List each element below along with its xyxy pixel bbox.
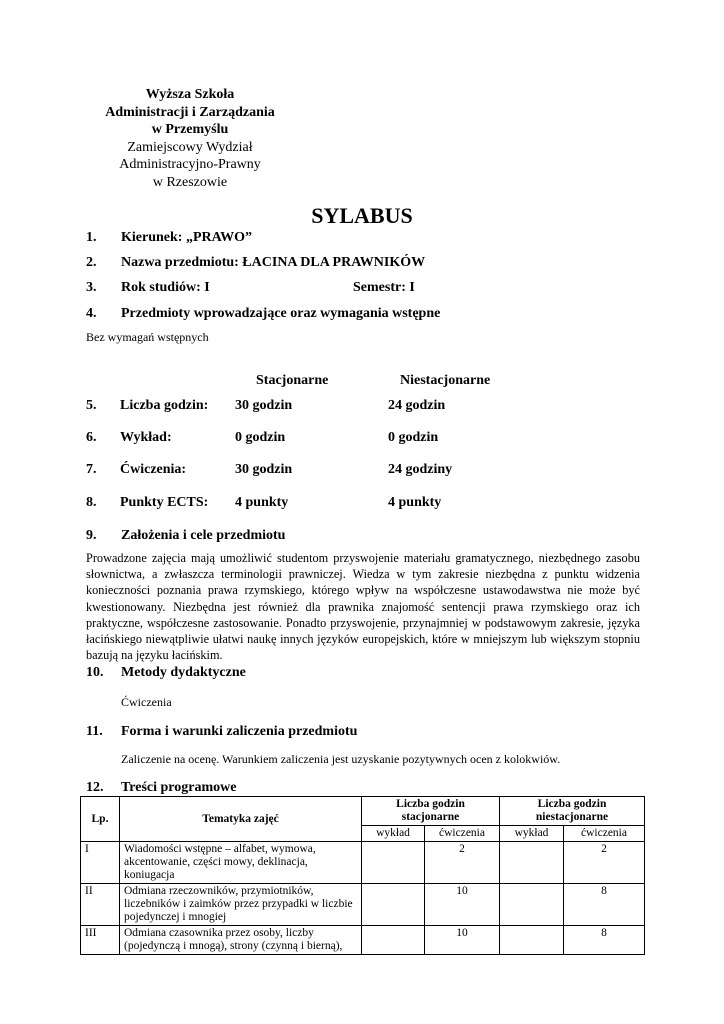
hours-row-num: 7. (86, 462, 97, 477)
sec9-heading: Założenia i cele przedmiotu (121, 528, 286, 543)
item-3-semester: Semestr: I (353, 280, 415, 295)
hours-row-extramural: 4 punkty (388, 495, 442, 510)
header-line-1: Wyższa Szkoła (145, 87, 235, 102)
cell-stat-exercise: 10 (425, 884, 500, 926)
hours-row-extramural: 24 godzin (388, 398, 446, 413)
cell-topic: Odmiana czasownika przez osoby, liczby (pojedynczą i mnogą), strony (czynną i bierną), (120, 926, 362, 955)
sec11-number: 11. (86, 724, 103, 739)
cell-stat-lecture (362, 926, 425, 955)
th-exercise-extramural: ćwiczenia (564, 826, 645, 842)
item-4-number: 4. (86, 306, 97, 321)
item-2-course-name: Nazwa przedmiotu: ŁACINA DLA PRAWNIKÓW (121, 255, 426, 270)
cell-stat-exercise: 10 (425, 926, 500, 955)
cell-lp: I (81, 842, 120, 884)
header-line-2: Administracji i Zarządzania (105, 104, 275, 120)
hours-row-num: 8. (86, 495, 97, 510)
hours-row-stationary: 0 godzin (235, 430, 286, 445)
hours-row-num: 6. (86, 430, 97, 445)
th-lecture-stationary: wykład (362, 826, 425, 842)
sec12-heading: Treści programowe (121, 780, 237, 795)
hours-row-stationary: 30 godzin (235, 462, 293, 477)
document-title: SYLABUS (311, 203, 413, 228)
cell-topic: Odmiana rzeczowników, przymiotników, liczebników i zaimków przez przypadki w liczbie pojedynczej i mnogiej (120, 884, 362, 926)
hours-row-label: Liczba godzin: (120, 398, 209, 413)
sec9-body: Prowadzone zajęcia mają umożliwić studentom przyswojenie materiału gramatycznego, niezbędnego zasobu słownictwa, a zwłaszcza terminologii prawniczej. Wiedza w tym zakresie niezbędna z punktu widzenia konieczności poznania prawa rzymskiego, którego wpływ na współczesne ustawodawstwa nie może być kwestionowany. Niezbędna jest również dla prawnika znajomość sentencji prawa rzymskiego oraz ich praktyczne, współczesne zastosowanie. Ponadto przyswojenie, przynajmniej w podstawowym zakresie, języka łacińskiego niewątpliwie ułatwi naukę innych języków europejskich, które w mniejszym lub większym stopniu bazują na języku łacińskim. (86, 551, 640, 663)
sec11-heading: Forma i warunki zaliczenia przedmiotu (121, 724, 358, 739)
cell-lp: III (81, 926, 120, 955)
sec11-body: Zaliczenie na ocenę. Warunkiem zaliczenia jest uzyskanie pozytywnych ocen z kolokwiów. (121, 752, 561, 766)
hours-row-num: 5. (86, 398, 97, 413)
hours-row-stationary: 4 punkty (235, 495, 289, 510)
sec12-number: 12. (86, 780, 104, 795)
item-1-number: 1. (86, 230, 97, 245)
cell-stat-lecture (362, 884, 425, 926)
table-row (81, 884, 645, 926)
item-1-field-of-study: Kierunek: „PRAWO” (121, 230, 253, 245)
cell-ext-exercise: 2 (564, 842, 645, 884)
th-hours-extramural: Liczba godzin niestacjonarne (500, 797, 645, 826)
cell-ext-exercise: 8 (564, 926, 645, 955)
program-content-table (80, 796, 645, 955)
cell-ext-exercise: 8 (564, 884, 645, 926)
sec9-number: 9. (86, 528, 97, 543)
th-hours-stationary: Liczba godzin stacjonarne (362, 797, 500, 826)
cell-ext-lecture (500, 926, 564, 955)
th-lecture-extramural: wykład (500, 826, 564, 842)
item-3-number: 3. (86, 280, 97, 295)
cell-stat-lecture (362, 842, 425, 884)
cell-ext-lecture (500, 884, 564, 926)
cell-topic: Wiadomości wstępne – alfabet, wymowa, akcentowanie, części mowy, deklinacja, koniugacja (120, 842, 362, 884)
header-line-6: w Rzeszowie (152, 174, 228, 190)
header-line-3: w Przemyślu (151, 122, 229, 137)
cell-lp: II (81, 884, 120, 926)
institution-header (80, 86, 300, 191)
item-4-prerequisites-body: Bez wymagań wstępnych (86, 330, 209, 344)
item-4-prerequisites-heading: Przedmioty wprowadzające oraz wymagania wstępne (121, 306, 441, 321)
col-extramural: Niestacjonarne (400, 373, 491, 388)
th-topic: Tematyka zajęć (120, 797, 362, 842)
item-3-year: Rok studiów: I (121, 280, 210, 295)
cell-ext-lecture (500, 842, 564, 884)
hours-row-extramural: 0 godzin (388, 430, 439, 445)
header-line-4: Zamiejscowy Wydział (127, 139, 253, 155)
th-lp: Lp. (81, 797, 120, 842)
sec10-heading: Metody dydaktyczne (121, 665, 246, 680)
th-exercise-stationary: ćwiczenia (425, 826, 500, 842)
hours-row-label: Punkty ECTS: (120, 495, 209, 510)
col-stationary: Stacjonarne (256, 373, 329, 388)
hours-row-stationary: 30 godzin (235, 398, 293, 413)
item-2-number: 2. (86, 255, 97, 270)
hours-row-label: Wykład: (120, 430, 172, 445)
sec10-body: Ćwiczenia (121, 695, 172, 709)
table-row (81, 926, 645, 955)
hours-row-label: Ćwiczenia: (120, 462, 187, 477)
hours-row-extramural: 24 godziny (388, 462, 453, 477)
sec10-number: 10. (86, 665, 104, 680)
header-line-5: Administracyjno-Prawny (119, 157, 261, 172)
cell-stat-exercise: 2 (425, 842, 500, 884)
table-row (81, 842, 645, 884)
